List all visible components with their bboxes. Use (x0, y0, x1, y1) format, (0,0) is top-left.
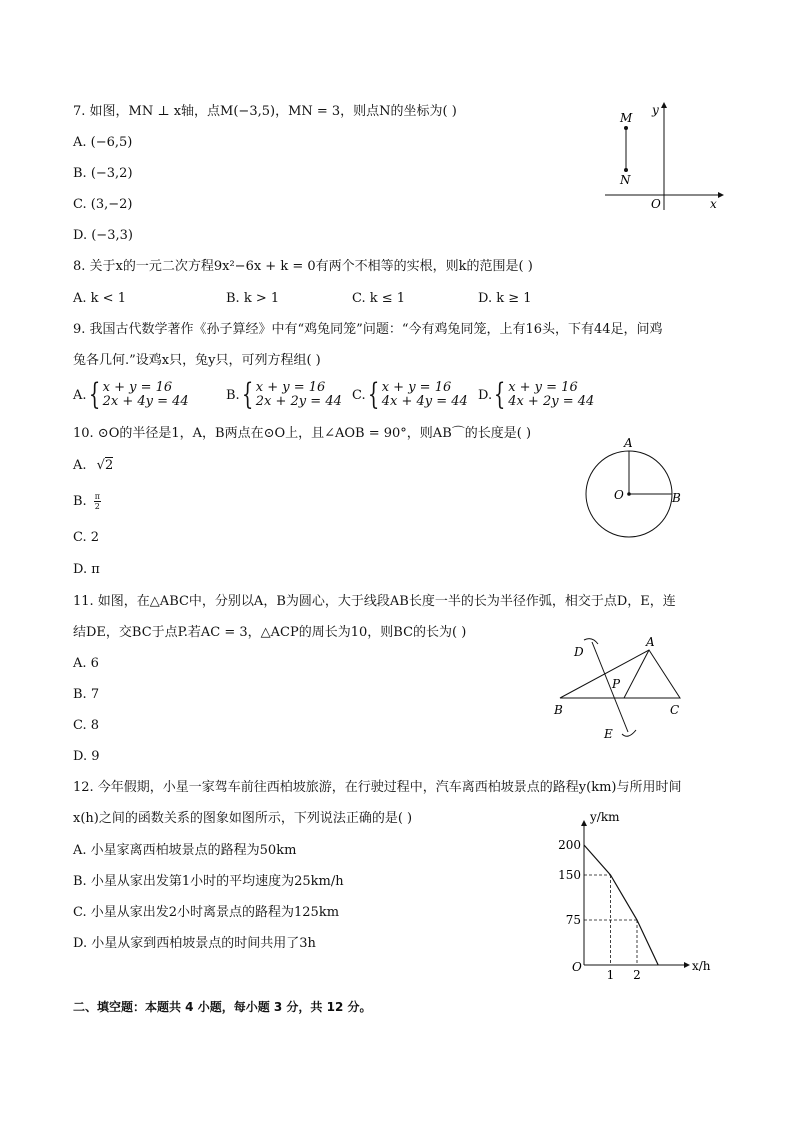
q12-chart (552, 808, 732, 982)
chart-series-line (584, 845, 658, 965)
chart-x-arrow-icon (684, 962, 690, 968)
q10-stem: 10. ⊙O的半径是1，A，B两点在⊙O上，且∠AOB = 90°，则AB⌒的长度是( ) (73, 426, 532, 441)
q8-option-d: D. k ≥ 1 (478, 291, 532, 306)
brace-icon: { (88, 377, 100, 412)
q7-option-d: D. (−3,3) (73, 228, 133, 243)
q7-label-x: x (710, 197, 717, 211)
brace-icon: { (493, 377, 506, 412)
q8-option-b: B. k > 1 (226, 291, 280, 306)
q9-option-b (226, 377, 342, 412)
q11-arc-d-icon (584, 639, 598, 644)
chart-x-tick-label: 1 (606, 968, 615, 982)
chart-xlabel: x/h (692, 959, 711, 973)
q7-label-o: O (651, 197, 661, 211)
q11-option-d: D. 9 (73, 749, 100, 764)
q10-option-b-numerator: π (94, 492, 100, 501)
q10-label-o: O (614, 488, 624, 502)
q9-option-a-letter: A. (73, 387, 87, 403)
q7-option-b: B. (−3,2) (73, 166, 133, 181)
q9-stem-line1: 9. 我国古代数学著作《孙子算经》中有“鸡兔同笼”问题：“今有鸡兔同笼，上有16头，下有44足，问鸡 (73, 322, 663, 337)
q11-option-b: B. 7 (73, 687, 100, 702)
q12-stem-line2: x(h)之间的函数关系的图象如图所示，下列说法正确的是( ) (73, 811, 413, 826)
q11-segment-de (592, 642, 628, 732)
q7-point-m (624, 126, 628, 130)
q9-option-a (73, 377, 189, 412)
q7-y-arrow-icon (661, 102, 667, 108)
chart-x-tick-label: 2 (633, 968, 641, 982)
brace-icon: { (241, 377, 253, 412)
q9-option-c (352, 377, 468, 412)
q9-option-a-eq2: 2x + 4y = 44 (102, 394, 189, 409)
q12-option-a: A. 小星家离西柏坡景点的路程为50km (73, 843, 297, 858)
q10-figure (580, 432, 700, 542)
q7-figure (600, 100, 730, 220)
q8-option-c: C. k ≤ 1 (352, 291, 406, 306)
q12-option-b: B. 小星从家出发第1小时的平均速度为25km/h (73, 874, 344, 889)
q10-option-a (73, 457, 113, 475)
q9-option-a-eq1: x + y = 16 (102, 380, 173, 395)
q11-label-a: A (646, 635, 655, 649)
q10-label-a: A (624, 436, 633, 450)
q9-option-c-eq2: 4x + 4y = 44 (381, 394, 468, 409)
q11-label-b: B (554, 703, 563, 717)
q10-option-a-value: 2 (104, 458, 114, 473)
q12-option-c: C. 小星从家出发2小时离景点的路程为125km (73, 905, 340, 920)
sqrt-icon: √ (96, 458, 105, 473)
q7-label-n: N (620, 173, 631, 187)
chart-y-tick-label: 75 (565, 913, 581, 927)
q9-stem-line2: 兔各几何.”设鸡x只，兔y只，可列方程组( ) (73, 353, 321, 368)
q8-stem: 8. 关于x的一元二次方程9x²−6x + k = 0有两个不相等的实根，则k的范围是( ) (73, 259, 533, 274)
q11-option-c: C. 8 (73, 718, 100, 733)
q9-option-b-eq2: 2x + 2y = 44 (255, 394, 342, 409)
q10-option-b-fraction (94, 492, 101, 511)
q9-option-d-eq1: x + y = 16 (508, 380, 578, 395)
q9-option-b-letter: B. (226, 387, 240, 403)
q11-arc-e-icon (622, 730, 636, 736)
q11-stem-line1: 11. 如图，在△ABC中，分别以A，B为圆心，大于线段AB长度一半的长为半径作弧，相交于点D，E，连 (73, 594, 676, 609)
q7-stem: 7. 如图，MN ⊥ x轴，点M(−3,5)，MN = 3，则点N的坐标为( ) (73, 104, 457, 119)
q10-option-b-letter: B. (73, 494, 87, 509)
q7-x-arrow-icon (718, 192, 724, 198)
chart-guides (584, 875, 637, 965)
q9-option-d-eq2: 4x + 2y = 44 (508, 394, 595, 409)
q9-option-d-letter: D. (478, 387, 493, 403)
q11-label-c: C (670, 703, 680, 717)
q7-option-a: A. (−6,5) (73, 135, 133, 150)
q10-label-b: B (672, 491, 681, 505)
q8-option-a: A. k < 1 (73, 291, 126, 306)
chart-origin-label: O (572, 960, 582, 974)
q11-label-e: E (604, 727, 613, 741)
q10-option-c: C. 2 (73, 530, 100, 545)
q10-option-b (73, 492, 101, 511)
chart-y-arrow-icon (581, 820, 587, 826)
q7-point-n (624, 168, 628, 172)
q9-option-d (478, 377, 595, 412)
brace-icon: { (367, 377, 379, 412)
q11-figure (552, 634, 702, 749)
q9-option-b-eq1: x + y = 16 (255, 380, 326, 395)
q7-label-y: y (652, 103, 659, 117)
q10-point-o (627, 492, 631, 496)
chart-y-tick-label: 150 (558, 868, 581, 882)
q7-label-m: M (620, 111, 633, 125)
chart-y-tick-label: 200 (558, 838, 581, 852)
q10-option-b-denominator: 2 (94, 502, 100, 511)
q9-option-c-letter: C. (352, 387, 366, 403)
q7-option-c: C. (3,−2) (73, 197, 133, 212)
q11-stem-line2: 结DE，交BC于点P.若AC = 3，△ACP的周长为10，则BC的长为( ) (73, 625, 467, 640)
q11-option-a: A. 6 (73, 656, 99, 671)
q12-option-d: D. 小星从家到西柏坡景点的时间共用了3h (73, 936, 316, 951)
q10-option-a-letter: A. (73, 458, 87, 473)
q12-stem-line1: 12. 今年假期，小星一家驾车前往西柏坡旅游，在行驶过程中，汽车离西柏坡景点的路程y(km)与所用时间 (73, 780, 682, 795)
chart-ylabel: y/km (590, 810, 620, 824)
q9-option-c-eq1: x + y = 16 (381, 380, 452, 395)
q11-label-p: P (612, 677, 621, 691)
chart-ticks (558, 838, 641, 982)
q10-option-d: D. π (73, 562, 100, 577)
q11-label-d: D (574, 645, 584, 659)
section2-heading: 二、填空题：本题共 4 小题，每小题 3 分，共 12 分。 (73, 1000, 372, 1014)
